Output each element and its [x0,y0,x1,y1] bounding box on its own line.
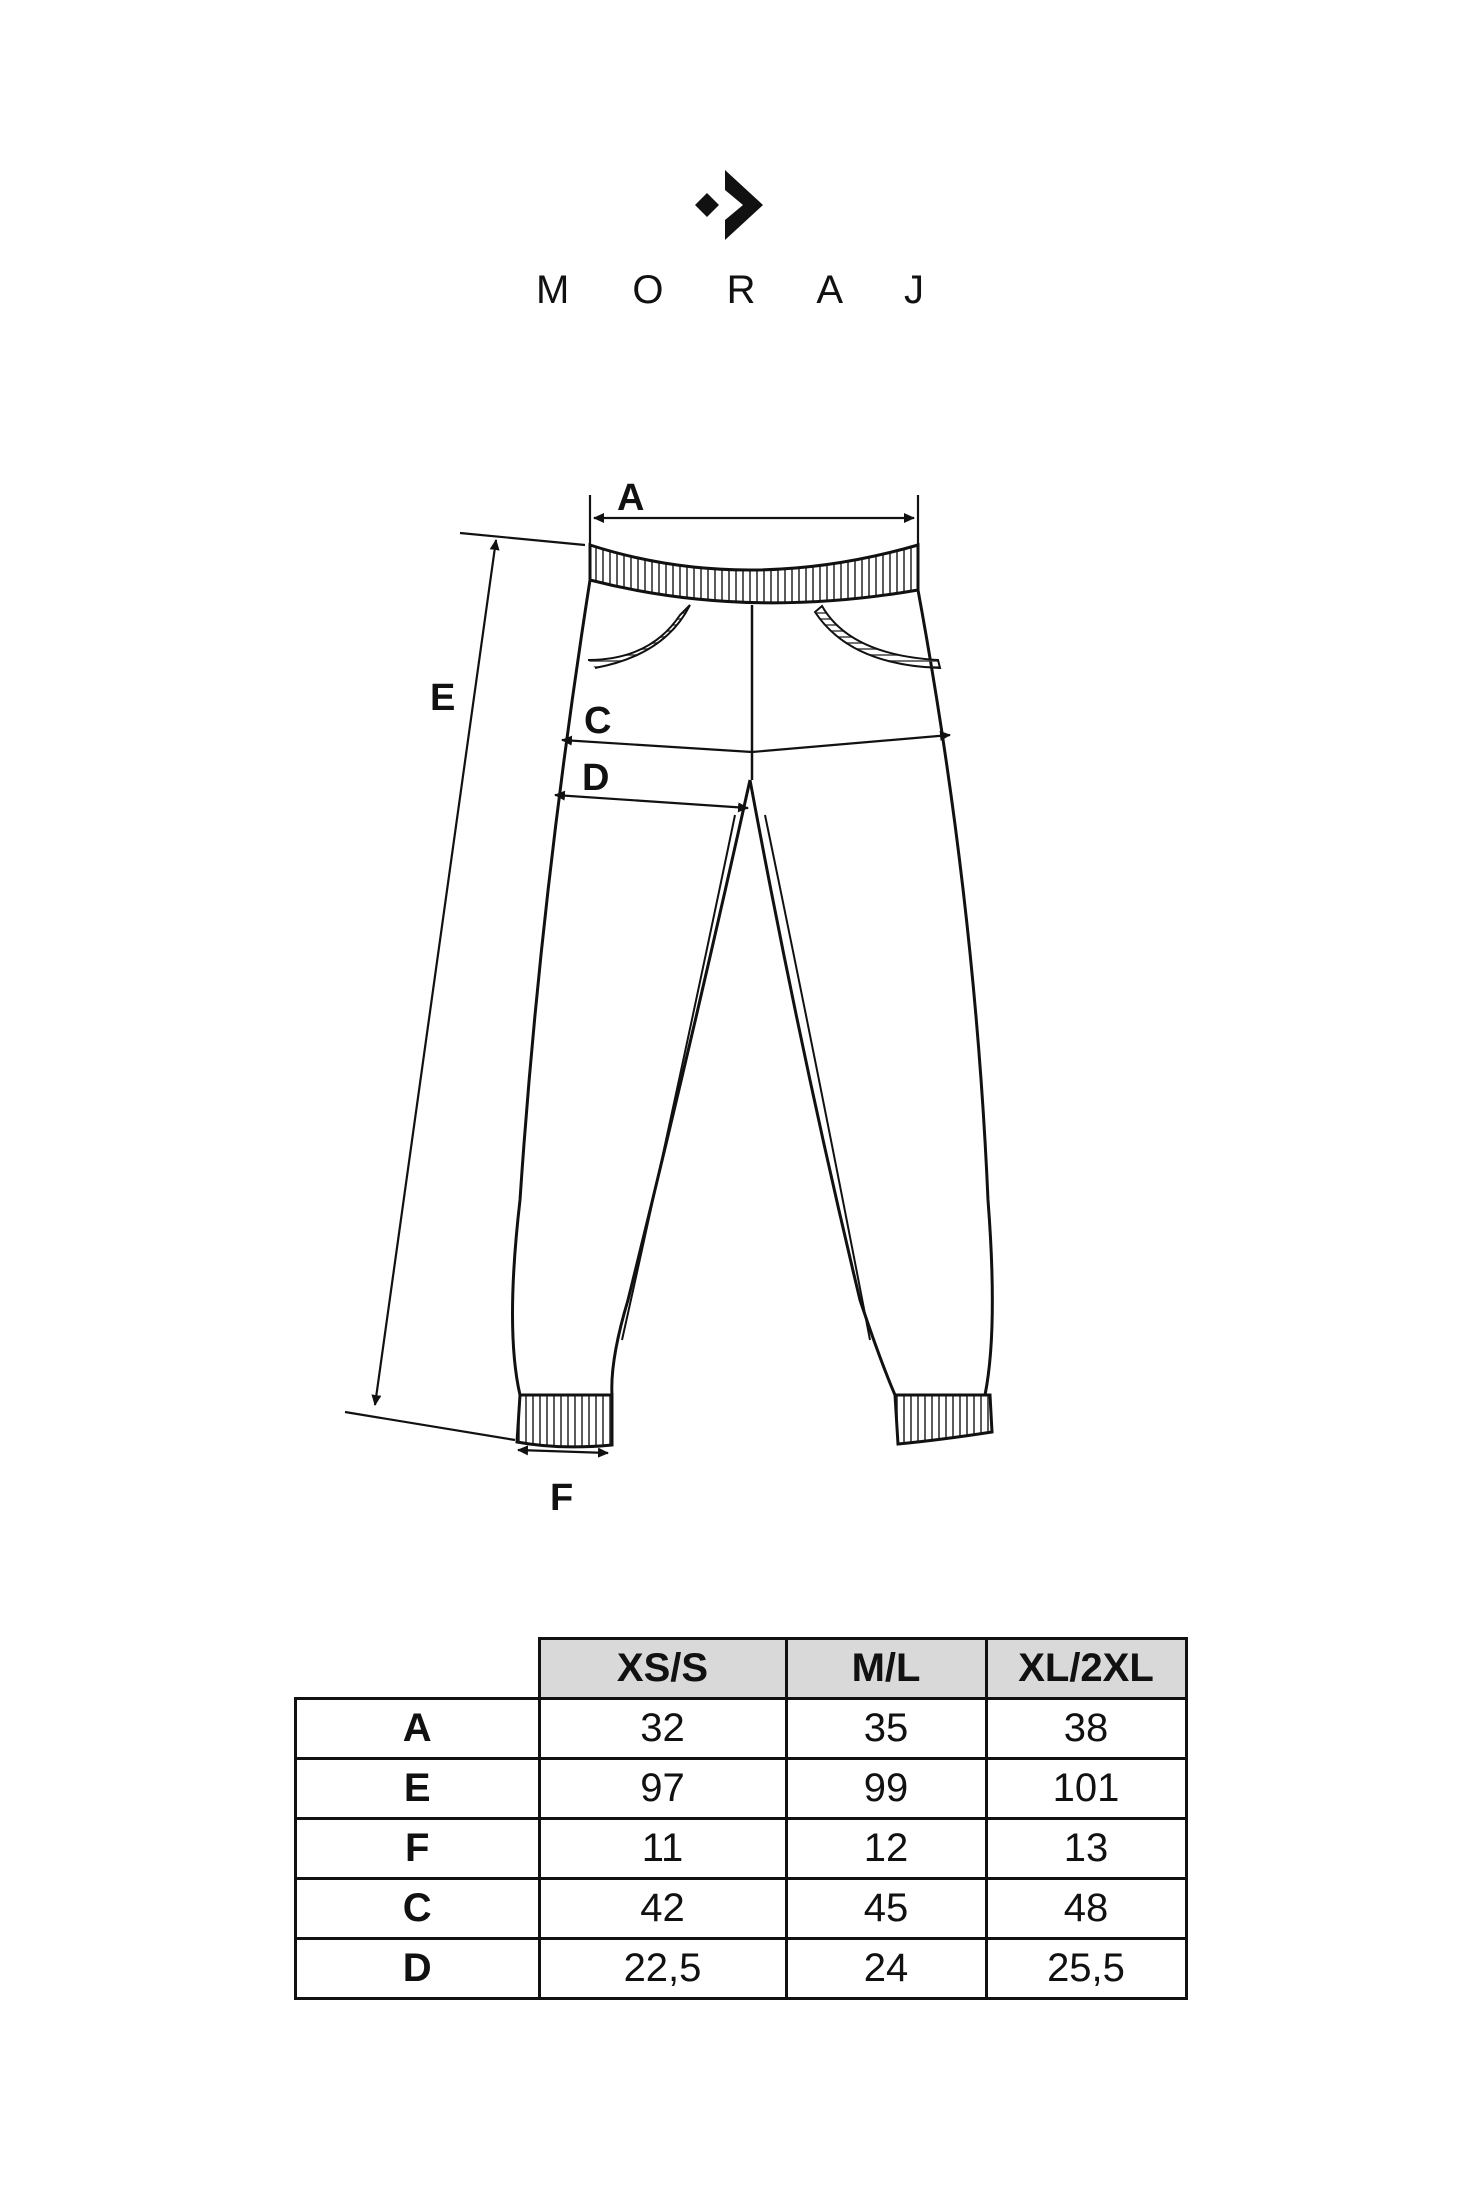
measurement-label: A [296,1699,540,1759]
table-row [296,1939,1187,1999]
measurement-value: 22,5 [539,1939,786,1999]
dimension-label-a: A [617,477,645,519]
table-row [296,1879,1187,1939]
measurement-value: 32 [539,1699,786,1759]
measurement-value: 25,5 [986,1939,1186,1999]
pants-outline [513,545,993,1447]
size-header: M/L [786,1639,986,1699]
measurement-value: 101 [986,1759,1186,1819]
measurement-label: C [296,1879,540,1939]
measurement-value: 12 [786,1819,986,1879]
measurement-label: D [296,1939,540,1999]
size-table-header-row [296,1639,1187,1699]
dimension-lines [345,495,950,1453]
dimension-label-c: C [584,700,612,742]
measurement-value: 13 [986,1819,1186,1879]
measurement-value: 97 [539,1759,786,1819]
measurement-label: F [296,1819,540,1879]
table-row [296,1699,1187,1759]
measurement-value: 45 [786,1879,986,1939]
measurement-value: 11 [539,1819,786,1879]
dimension-label-e: E [430,677,456,719]
measurement-value: 38 [986,1699,1186,1759]
size-table-corner [296,1639,540,1699]
size-table [294,1637,1188,2000]
measurement-value: 24 [786,1939,986,1999]
table-row [296,1759,1187,1819]
measurement-value: 42 [539,1879,786,1939]
measurement-label: E [296,1759,540,1819]
size-header: XL/2XL [986,1639,1186,1699]
dimension-label-f: F [550,1477,574,1519]
brand-name: M O R A J [535,268,951,312]
measurement-value: 35 [786,1699,986,1759]
measurement-value: 48 [986,1879,1186,1939]
size-header: XS/S [539,1639,786,1699]
table-row [296,1819,1187,1879]
dimension-label-d: D [582,757,610,799]
measurement-value: 99 [786,1759,986,1819]
